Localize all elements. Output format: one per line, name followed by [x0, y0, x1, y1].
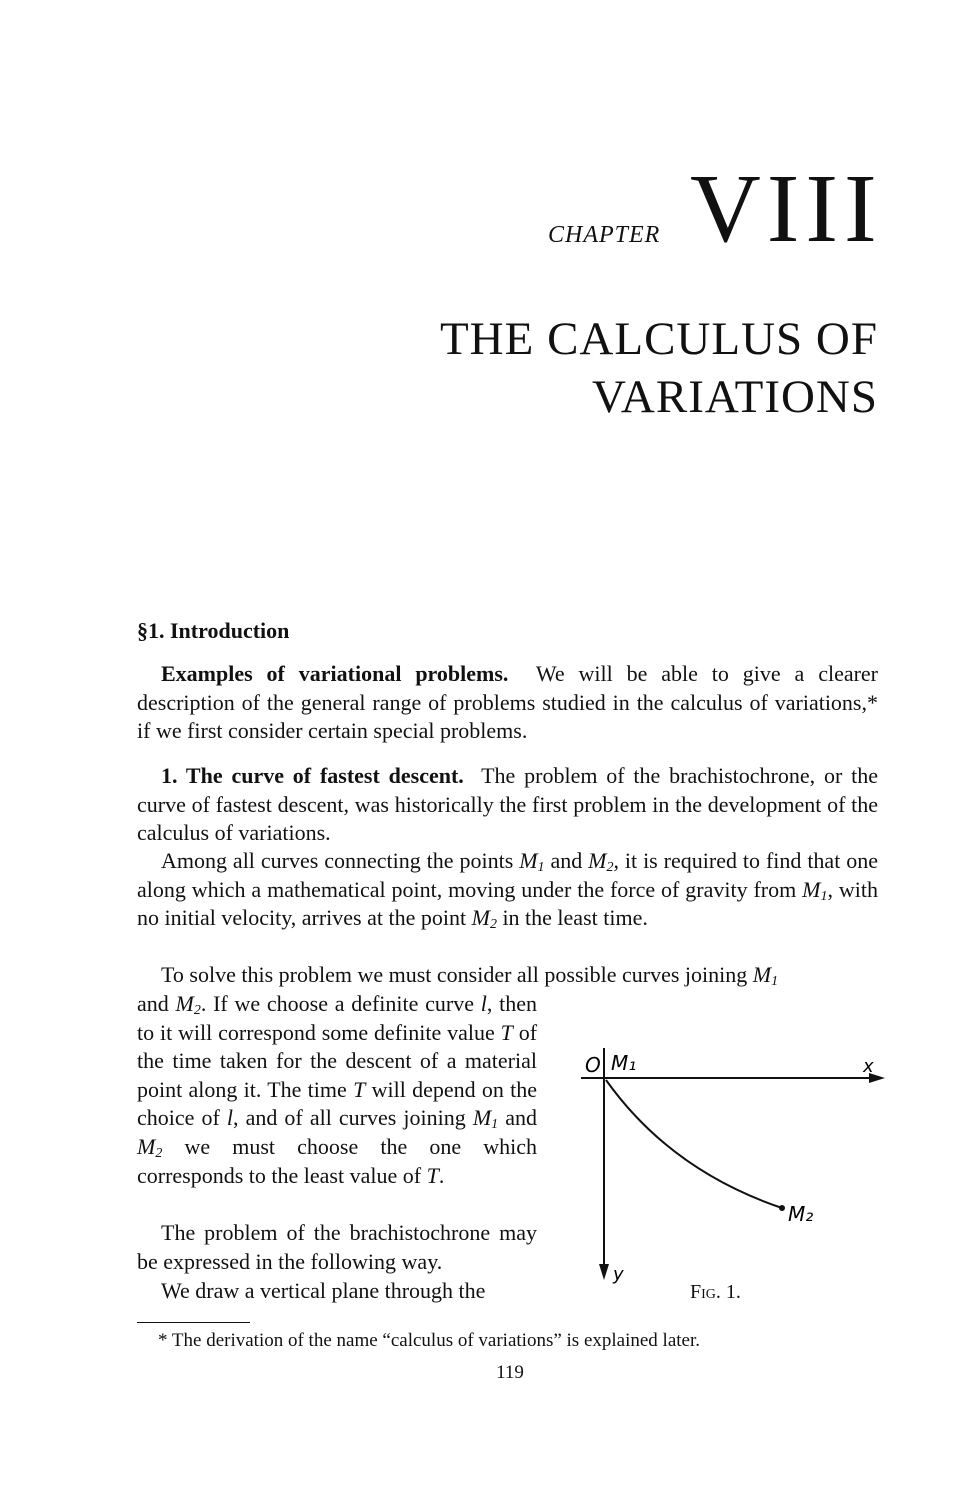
- paragraph-among-curves: [137, 847, 878, 933]
- math-symbol: l: [226, 1105, 234, 1131]
- math-symbol: $M_2$: [175, 991, 201, 1018]
- paragraph-text: The problem of the brachistochrone, or the curve of fastest descent, was historically the first problem in the development of the calculus of variations.: [137, 763, 879, 846]
- text-run: , it is required to find that one along which a mathematical point, moving under the force of gravity from: [137, 848, 879, 902]
- label-m1: M₁: [611, 1051, 637, 1075]
- paragraph-text: We will be able to give a clearer description of the general range of problems studied in the calculus of variations,* if we first consider certain special problems.: [137, 661, 879, 744]
- chapter-number: VIII: [690, 155, 883, 263]
- text-run: and: [505, 1105, 537, 1131]
- footnote: * The derivation of the name “calculus of variations” is explained later.: [158, 1330, 701, 1351]
- chapter-title: [358, 310, 878, 426]
- section-heading: §1. Introduction: [137, 618, 290, 643]
- page-number: 119: [496, 1362, 524, 1383]
- text-run: will depend on the choice of: [137, 1076, 538, 1131]
- math-symbol: $M_1$: [519, 848, 545, 875]
- text-run: To solve this problem we must consider all possible curves joining: [161, 962, 748, 987]
- point-m2: [779, 1205, 785, 1211]
- text-run: Among all curves connecting the points: [161, 848, 514, 873]
- label-m2: M₂: [788, 1202, 814, 1226]
- paragraph-examples: [137, 660, 878, 746]
- math-symbol: $M_2$: [588, 848, 614, 875]
- chapter-title-line-2: VARIATIONS: [592, 371, 878, 423]
- y-axis-arrowhead: [599, 1264, 609, 1280]
- text-run: and: [137, 991, 169, 1016]
- text-run: we must choose the one which corresponds to the least value of: [137, 1133, 538, 1188]
- text-run: , then to it will correspond some definite value: [137, 991, 537, 1045]
- text-run: The problem of the brachistochrone may be expressed in the following way.: [137, 1220, 537, 1274]
- label-y: y: [613, 1264, 624, 1285]
- figure-caption: [690, 1281, 741, 1304]
- math-symbol: T: [353, 1076, 366, 1102]
- footnote-divider: [137, 1322, 250, 1323]
- text-run: and: [550, 848, 583, 873]
- paragraph-heading-examples: Examples of variational problems.: [161, 661, 509, 686]
- chapter-label: CHAPTER: [548, 222, 661, 248]
- math-symbol: $M_1$: [752, 962, 779, 989]
- text-run: of the time taken for the descent of a material point along it. The time: [137, 1019, 538, 1102]
- text-run: in the least time.: [502, 905, 648, 931]
- math-symbol: $M_1$: [802, 876, 828, 904]
- descent-curve: [606, 1080, 782, 1208]
- text-run: We draw a vertical plane through the: [161, 1278, 486, 1303]
- figure-brachistochrone: [575, 1040, 895, 1290]
- math-symbol: l: [480, 991, 487, 1016]
- paragraph-to-solve-wrapped: [137, 990, 537, 1190]
- paragraph-to-solve-first-line: [137, 961, 878, 990]
- text-run: .: [438, 1162, 445, 1188]
- math-symbol: $M_2$: [137, 1133, 163, 1161]
- paragraph-brachistochrone-expressed: [137, 1219, 537, 1276]
- paragraph-vertical-plane: [137, 1277, 537, 1306]
- math-symbol: T: [426, 1162, 439, 1188]
- label-x: x: [863, 1056, 874, 1077]
- math-symbol: T: [500, 1019, 513, 1045]
- math-symbol: $M_2$: [471, 905, 497, 933]
- paragraph-fastest-descent: [137, 762, 878, 848]
- paragraph-heading-fastest-descent: 1. The curve of fastest descent.: [161, 763, 464, 788]
- chapter-title-line-1: THE CALCULUS OF: [439, 313, 878, 365]
- text-run: , with no initial velocity, arrives at the point: [137, 876, 878, 931]
- label-origin: O: [585, 1053, 601, 1077]
- text-run: . If we choose a definite curve: [200, 991, 474, 1016]
- math-symbol: $M_1$: [472, 1105, 499, 1133]
- text-run: , and of all curves joining: [233, 1105, 466, 1131]
- caption-prefix: Fig.: [690, 1281, 721, 1303]
- caption-number: 1.: [725, 1281, 741, 1303]
